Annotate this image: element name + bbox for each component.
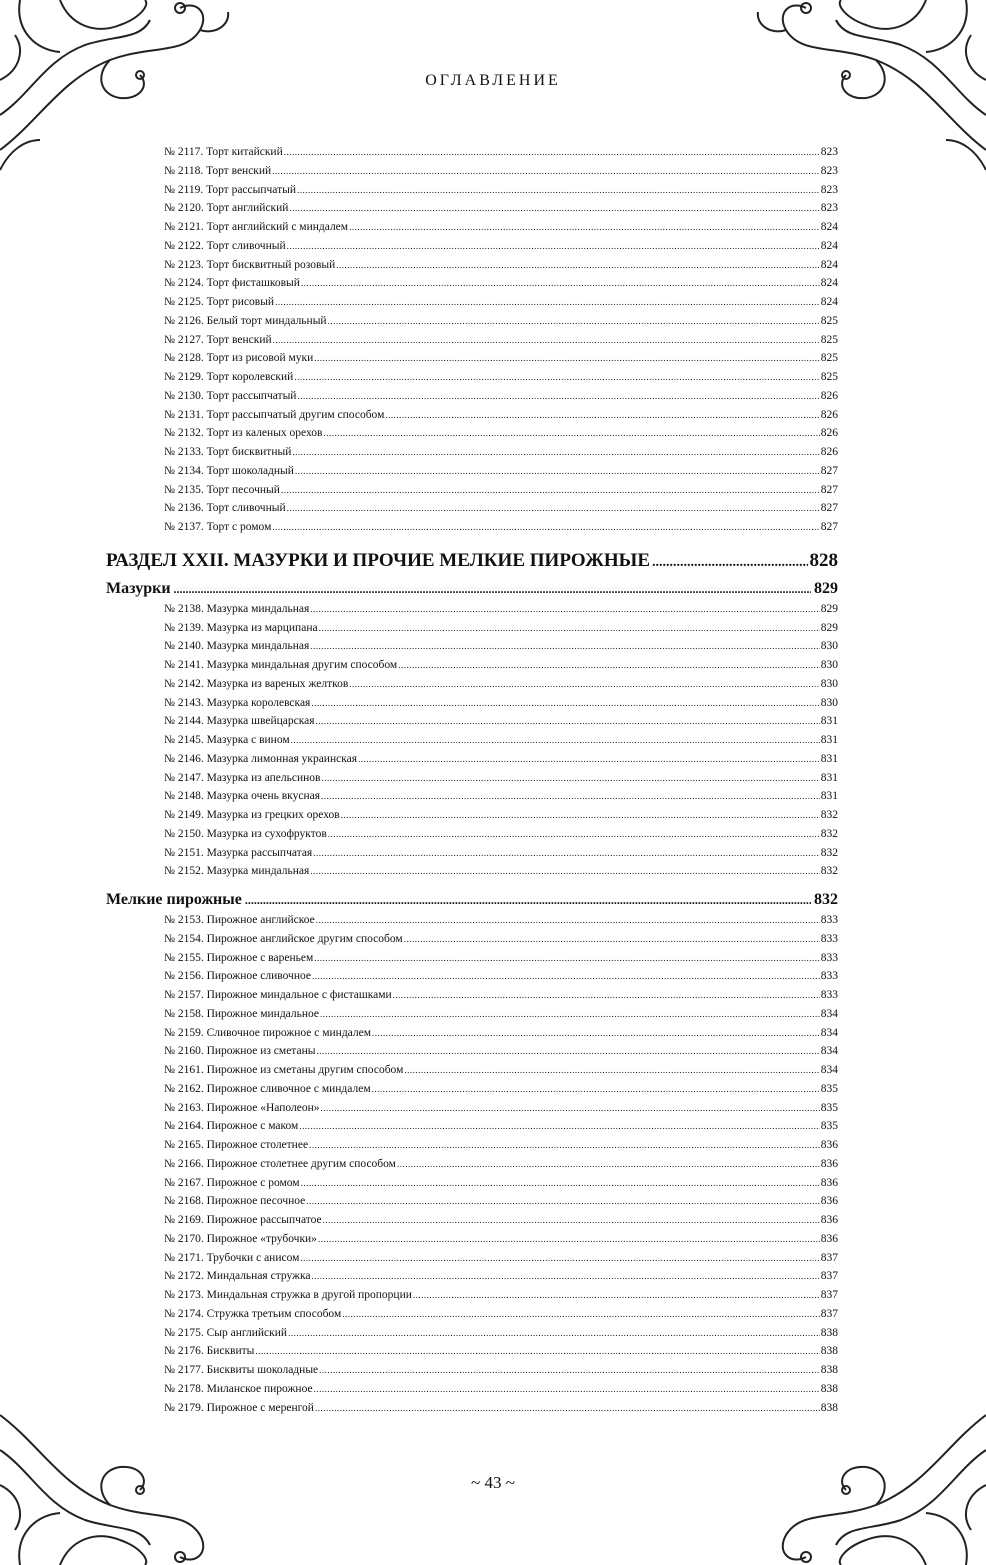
dot-leader [321,1099,820,1118]
toc-entry [164,911,838,930]
toc-entry [164,1192,838,1211]
section-heading-title: РАЗДЕЛ XXII. МАЗУРКИ И ПРОЧИЕ МЕЛКИЕ ПИРОЖНЫЕ [106,549,651,571]
dot-leader [272,518,819,537]
toc-entry-title: № 2168. Пирожное песочное [164,1195,306,1208]
toc-entry-page: 836 [820,1232,838,1245]
toc-entry-title: № 2166. Пирожное столетнее другим способом [164,1157,396,1170]
toc-entry [164,349,838,368]
toc-entry-page: 836 [820,1214,838,1226]
toc-entry-page: 834 [820,1007,838,1020]
toc-entry-page: 837 [820,1251,838,1264]
toc-entry [164,787,838,806]
toc-entry-page: 824 [820,296,838,308]
toc-entry-page: 826 [820,446,838,458]
toc-entry-page: 824 [820,277,838,290]
toc-entry-page: 834 [820,1045,838,1058]
toc-entry [164,806,838,825]
toc-entry [164,1305,838,1324]
toc-entry [164,986,838,1005]
section-heading-page: 828 [809,549,838,571]
toc-entry-title: № 2177. Бисквиты шоколадные [164,1364,319,1376]
toc-entry-page: 838 [820,1345,838,1358]
dot-leader [309,1136,820,1155]
toc-entry [164,862,838,881]
dot-leader [321,769,819,788]
dot-leader [349,675,819,694]
toc-entry [164,656,838,675]
dot-leader [372,1024,820,1043]
toc-entry [164,162,838,181]
toc-entry-title: № 2124. Торт фисташковый [164,277,300,290]
toc-entry-page: 836 [820,1195,838,1208]
toc-entry-title: № 2140. Мазурка миндальная [164,640,310,653]
dot-leader [272,162,820,181]
toc-entry-page: 830 [820,640,838,653]
subsection-heading [106,889,838,911]
toc-entry-title: № 2126. Белый торт миндальный [164,314,327,327]
dot-leader [310,862,819,881]
dot-leader [404,930,820,949]
toc-entry [164,1286,838,1305]
toc-entry [164,387,838,406]
dot-leader [255,1342,819,1361]
dot-leader [358,750,820,769]
toc-entry-page: 826 [820,389,838,402]
toc-entry [164,1380,838,1399]
toc-entry-title: № 2154. Пирожное английское другим способом [164,932,403,945]
toc-entry-title: № 2141. Мазурка миндальная другим способом [164,659,398,671]
toc-entry-page: 832 [820,865,838,878]
toc-entry [164,769,838,788]
toc-entry-page: 838 [820,1364,838,1376]
toc-entry [164,518,838,537]
toc-entry [164,368,838,387]
subsection-heading-title: Мазурки [106,579,171,597]
toc-entry-title: № 2179. Пирожное с меренгой [164,1401,314,1414]
dot-leader [310,637,819,656]
toc-entry-page: 832 [820,846,838,859]
toc-entry-page: 833 [820,932,838,945]
toc-entry-title: № 2120. Торт английский [164,202,289,215]
toc-entry-title: № 2163. Пирожное «Наполеон» [164,1101,320,1114]
dot-leader [320,1005,820,1024]
toc-entry-page: 824 [820,258,838,271]
toc-entry [164,312,838,331]
toc-entry-title: № 2167. Пирожное с ромом [164,1176,300,1189]
toc-entry [164,619,838,638]
toc-entry-title: № 2164. Пирожное с маком [164,1120,299,1133]
dot-leader [284,143,820,162]
toc-entry [164,274,838,293]
toc-entry-page: 838 [820,1382,838,1395]
toc-entry-title: № 2162. Пирожное сливочное с миндалем [164,1082,371,1095]
table-of-contents [0,143,986,1417]
toc-entry-title: № 2135. Торт песочный [164,483,280,496]
toc-entry [164,293,838,312]
toc-entry-page: 824 [820,221,838,233]
toc-entry-page: 829 [820,621,838,634]
dot-leader [316,1042,819,1061]
dot-leader [297,181,820,200]
subsection-heading-page: 832 [814,891,838,908]
toc-entry-title: № 2123. Торт бисквитный розовый [164,258,336,271]
toc-entry-page: 835 [820,1082,838,1095]
toc-entry-title: № 2153. Пирожное английское [164,914,315,926]
dot-leader [292,443,819,462]
toc-entry-title: № 2158. Пирожное миндальное [164,1007,320,1020]
toc-entry [164,1099,838,1118]
toc-entry [164,181,838,200]
section-heading [106,544,838,578]
dot-leader [316,712,820,731]
toc-entry-page: 833 [820,951,838,964]
toc-entry-title: № 2147. Мазурка из апельсинов [164,771,321,784]
toc-entry [164,424,838,443]
toc-entry-title: № 2161. Пирожное из сметаны другим способом [164,1064,404,1076]
toc-entry-page: 831 [820,752,838,765]
dot-leader [413,1286,820,1305]
toc-entry-title: № 2129. Торт королевский [164,371,294,383]
toc-entry-title: № 2118. Торт венский [164,164,272,177]
toc-entry-title: № 2175. Сыр английский [164,1326,288,1339]
toc-entry [164,1042,838,1061]
toc-entry-page: 827 [820,502,838,515]
toc-entry-title: № 2172. Миндальная стружка [164,1270,311,1283]
dot-leader [336,256,819,275]
toc-entry-page: 827 [820,464,838,477]
dot-leader [341,806,820,825]
toc-entry [164,967,838,986]
toc-entry-page: 823 [820,146,838,158]
dot-leader [404,1061,819,1080]
toc-entry-page: 826 [820,408,838,421]
toc-entry [164,1174,838,1193]
toc-entry-title: № 2143. Мазурка королевская [164,696,311,709]
toc-entry-title: № 2155. Пирожное с вареньем [164,951,314,964]
dot-leader [318,1230,820,1249]
dot-leader [295,462,820,481]
toc-entry-page: 829 [820,602,838,615]
dot-leader [287,237,820,256]
dot-leader [323,1211,820,1230]
toc-entry [164,825,838,844]
dot-leader [372,1080,820,1099]
toc-entry-title: № 2149. Мазурка из грецких орехов [164,809,340,821]
toc-entry-page: 832 [820,827,838,840]
toc-entry-page: 825 [820,333,838,346]
dot-leader [291,731,820,750]
toc-entry [164,1080,838,1099]
toc-entry-page: 837 [820,1270,838,1283]
toc-entry-page: 825 [820,352,838,365]
toc-entry-title: № 2136. Торт сливочный [164,502,286,515]
toc-entry [164,1136,838,1155]
toc-entry [164,199,838,218]
subsection-heading-page: 829 [814,579,838,597]
dot-leader [393,986,820,1005]
dot-leader [319,619,820,638]
toc-entry-page: 826 [820,427,838,440]
toc-entry-title: № 2138. Мазурка миндальная [164,602,310,615]
toc-entry-page: 836 [820,1157,838,1170]
toc-entry [164,712,838,731]
toc-entry-page: 824 [820,239,838,252]
toc-entry [164,237,838,256]
toc-entry-title: № 2148. Мазурка очень вкусная [164,790,320,803]
toc-entry [164,1005,838,1024]
toc-entry-page: 836 [820,1176,838,1189]
dot-leader [288,1324,820,1343]
toc-entry-title: № 2165. Пирожное столетнее [164,1139,309,1151]
toc-entry-page: 834 [820,1064,838,1076]
toc-entry-page: 823 [820,164,838,177]
toc-entry-title: № 2157. Пирожное миндальное с фисташками [164,989,392,1001]
dot-leader [273,331,820,350]
toc-entry-title: № 2139. Мазурка из марципана [164,621,318,634]
toc-entry-title: № 2170. Пирожное «трубочки» [164,1232,317,1245]
dot-leader [321,787,820,806]
toc-entry-title: № 2174. Стружка третьим способом [164,1307,342,1320]
toc-entry [164,1324,838,1343]
toc-entry [164,218,838,237]
toc-entry-page: 831 [820,790,838,803]
dot-leader [315,1399,820,1418]
toc-entry-title: № 2137. Торт с ромом [164,521,272,533]
toc-entry-page: 837 [820,1289,838,1301]
toc-entry-page: 825 [820,314,838,327]
toc-entry [164,1155,838,1174]
dot-leader [312,967,820,986]
toc-entry [164,1024,838,1043]
dot-leader [310,600,819,619]
toc-entry-title: № 2131. Торт рассыпчатый другим способом [164,408,385,421]
dot-leader [289,199,819,218]
toc-entry-title: № 2145. Мазурка с вином [164,734,290,746]
toc-entry-title: № 2125. Торт рисовый [164,296,275,308]
toc-entry [164,675,838,694]
toc-entry-title: № 2122. Торт сливочный [164,239,286,252]
toc-entry-title: № 2146. Мазурка лимонная украинская [164,752,358,765]
dot-leader [275,293,820,312]
toc-entry-page: 833 [820,970,838,983]
dot-leader [174,578,811,600]
toc-entry-title: № 2156. Пирожное сливочное [164,970,311,983]
toc-entry-title: № 2150. Мазурка из сухофруктов [164,827,327,840]
subsection-heading [106,578,838,600]
toc-entry-title: № 2176. Бисквиты [164,1345,255,1358]
toc-entry-title: № 2144. Мазурка швейцарская [164,715,315,728]
toc-entry [164,406,838,425]
toc-entry-title: № 2159. Сливочное пирожное с миндалем [164,1026,372,1039]
dot-leader [306,1192,819,1211]
toc-entry-page: 837 [820,1307,838,1320]
toc-entry [164,949,838,968]
toc-entry-title: № 2152. Мазурка миндальная [164,865,310,878]
dot-leader [281,481,820,500]
toc-entry-page: 830 [820,659,838,671]
toc-entry-page: 834 [820,1026,838,1039]
toc-entry [164,731,838,750]
toc-entry [164,1267,838,1286]
toc-entry-title: № 2134. Торт шоколадный [164,464,294,477]
toc-entry-title: № 2151. Мазурка рассыпчатая [164,846,313,859]
toc-entry [164,600,838,619]
toc-entry-page: 835 [820,1120,838,1133]
toc-entry-page: 827 [820,521,838,533]
dot-leader [312,1267,820,1286]
toc-entry-page: 831 [820,734,838,746]
dot-leader [314,949,820,968]
toc-entry [164,637,838,656]
toc-entry [164,694,838,713]
dot-leader [311,694,819,713]
toc-entry [164,462,838,481]
toc-entry [164,256,838,275]
dot-leader [301,274,820,293]
toc-entry-page: 830 [820,696,838,709]
toc-entry-page: 838 [820,1326,838,1339]
dot-leader [652,546,807,580]
toc-entry-title: № 2121. Торт английский с миндалем [164,221,349,233]
toc-entry-page: 835 [820,1101,838,1114]
toc-entry-title: № 2178. Миланское пирожное [164,1382,313,1395]
toc-entry-title: № 2142. Мазурка из вареных желтков [164,677,349,690]
toc-entry-title: № 2160. Пирожное из сметаны [164,1045,316,1058]
dot-leader [313,844,820,863]
toc-entry [164,1117,838,1136]
toc-entry [164,499,838,518]
toc-entry-title: № 2173. Миндальная стружка в другой пропорции [164,1289,412,1301]
toc-entry-page: 833 [820,914,838,926]
dot-leader [349,218,820,237]
dot-leader [398,656,820,675]
toc-entry-page: 832 [820,809,838,821]
toc-entry-page: 823 [820,183,838,196]
dot-leader [314,1380,820,1399]
toc-entry-page: 836 [820,1139,838,1151]
dot-leader [316,911,820,930]
toc-entry [164,143,838,162]
dot-leader [287,499,820,518]
toc-entry [164,1211,838,1230]
toc-entry-title: № 2169. Пирожное рассыпчатое [164,1214,322,1226]
toc-entry [164,1061,838,1080]
toc-entry-page: 838 [820,1401,838,1414]
dot-leader [297,387,819,406]
toc-entry-title: № 2119. Торт рассыпчатый [164,183,297,196]
toc-entry [164,1230,838,1249]
toc-entry-page: 830 [820,677,838,690]
toc-entry-title: № 2130. Торт рассыпчатый [164,389,297,402]
dot-leader [300,1249,819,1268]
subsection-heading-title: Мелкие пирожные [106,891,242,908]
toc-entry [164,750,838,769]
toc-entry-title: № 2132. Торт из каленых орехов [164,427,323,440]
toc-entry-title: № 2127. Торт венский [164,333,272,346]
toc-entry-page: 831 [820,771,838,784]
toc-entry [164,481,838,500]
toc-entry-title: № 2128. Торт из рисовой муки [164,352,314,365]
toc-entry [164,930,838,949]
toc-entry-page: 823 [820,202,838,215]
toc-entry [164,443,838,462]
dot-leader [397,1155,820,1174]
dot-leader [328,825,820,844]
toc-entry [164,1399,838,1418]
toc-entry-page: 825 [820,371,838,383]
toc-entry [164,844,838,863]
dot-leader [324,424,820,443]
toc-entry [164,1342,838,1361]
toc-entry-page: 831 [820,715,838,728]
dot-leader [328,312,820,331]
toc-entry [164,1249,838,1268]
toc-entry-title: № 2117. Торт китайский [164,146,283,158]
dot-leader [385,406,819,425]
toc-entry-page: 827 [820,483,838,496]
dot-leader [294,368,819,387]
dot-leader [314,349,820,368]
dot-leader [301,1174,820,1193]
toc-entry-title: № 2171. Трубочки с анисом [164,1251,300,1264]
dot-leader [319,1361,820,1380]
dot-leader [342,1305,820,1324]
toc-entry-title: № 2133. Торт бисквитный [164,446,292,458]
toc-entry [164,1361,838,1380]
toc-entry [164,331,838,350]
running-head: ОГЛАВЛЕНИЕ [425,72,561,89]
toc-entry-page: 833 [820,989,838,1001]
page-number: ~ 43 ~ [471,1473,515,1492]
dot-leader [299,1117,819,1136]
dot-leader [245,889,811,911]
